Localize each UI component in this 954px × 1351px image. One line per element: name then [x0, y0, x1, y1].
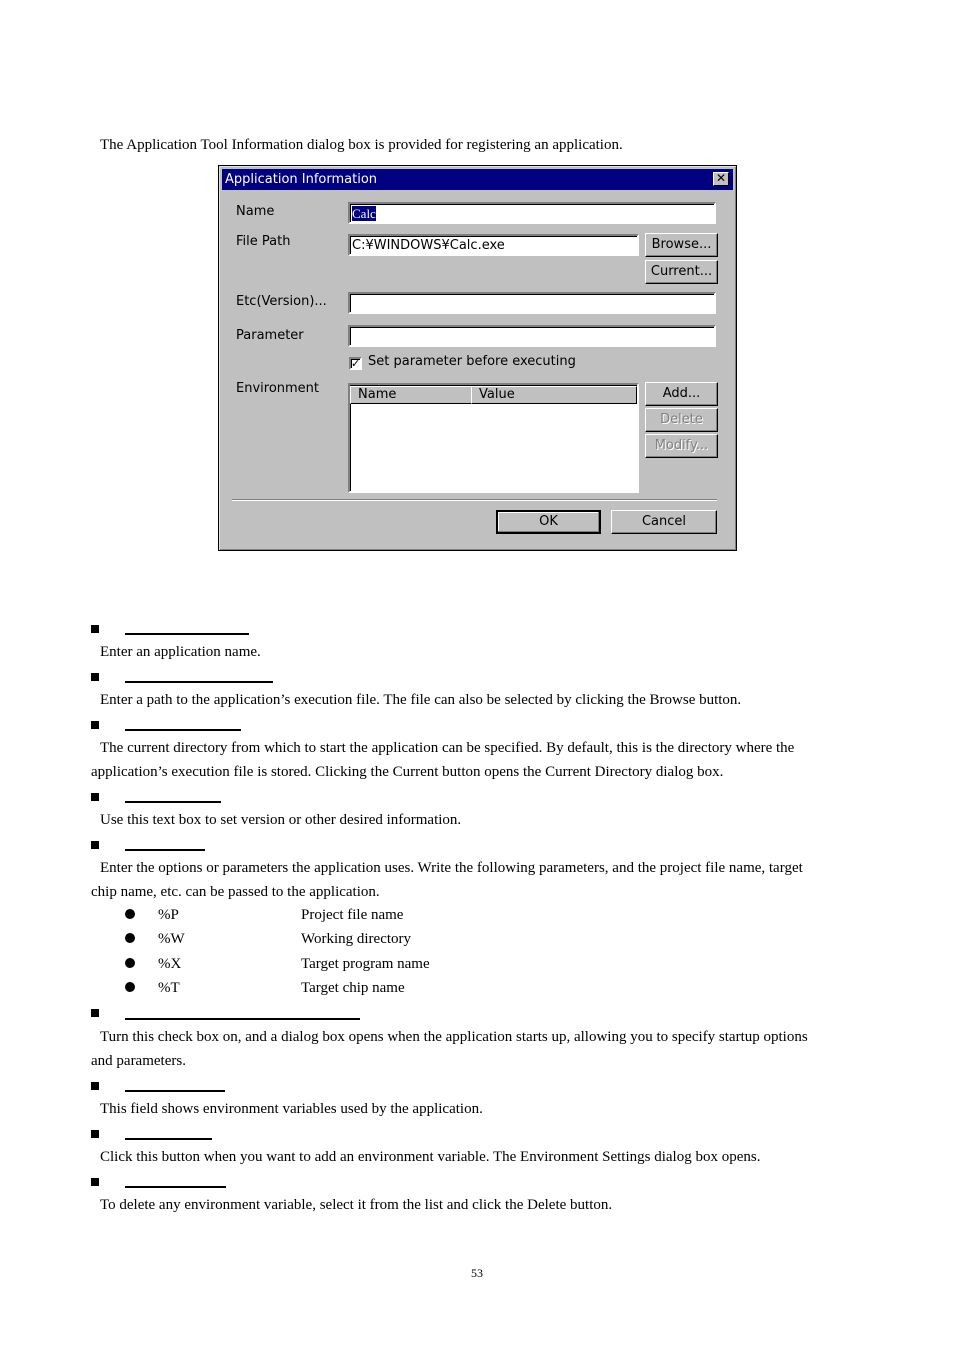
file-path-label: File Path [236, 234, 291, 249]
parameter-input[interactable] [348, 325, 716, 347]
section-heading-rule [125, 633, 249, 635]
section-heading-rule [125, 801, 221, 803]
param-code: %X [158, 956, 182, 972]
bullet-dot-icon [125, 982, 135, 992]
set-parameter-label: Set parameter before executing [368, 354, 576, 369]
section-text: Enter an application name. [100, 644, 261, 660]
bullet-square-icon [91, 1130, 99, 1138]
name-label: Name [236, 204, 275, 219]
section-text-line-2: chip name, etc. can be passed to the application. [91, 884, 380, 900]
bullet-square-icon [91, 1009, 99, 1017]
checkmark-icon: ✓ [351, 357, 361, 370]
current-button[interactable]: Current... [645, 260, 718, 284]
bullet-square-icon [91, 721, 99, 729]
column-header-value[interactable]: Value [471, 386, 637, 404]
section-heading-rule [125, 1186, 226, 1188]
param-code: %T [158, 980, 180, 996]
bullet-square-icon [91, 1178, 99, 1186]
bullet-square-icon [91, 625, 99, 633]
section-text-line-1: Turn this check box on, and a dialog box opens when the application starts up, allowing you to specify startup options [100, 1029, 808, 1045]
section-text: To delete any environment variable, select it from the list and click the Delete button. [100, 1197, 613, 1213]
dialog-title: Application Information [225, 172, 378, 187]
param-desc: Target chip name [301, 980, 405, 996]
environment-list[interactable] [348, 383, 639, 493]
section-text-line-1: Enter the options or parameters the application uses. Write the following parameters, and the project file name, target [100, 860, 803, 876]
etc-version-input[interactable] [348, 292, 716, 314]
intro-text: The Application Tool Information dialog box is provided for registering an application. [100, 137, 623, 153]
section-heading-rule [125, 729, 241, 731]
param-code: %P [158, 907, 179, 923]
section-heading-rule [125, 681, 273, 683]
browse-button[interactable]: Browse... [645, 233, 718, 257]
cancel-button[interactable]: Cancel [611, 510, 717, 534]
delete-button[interactable]: Delete [645, 408, 718, 432]
section-text: Click this button when you want to add an environment variable. The Environment Settings dialog box opens. [100, 1149, 761, 1165]
section-text-line-2: and parameters. [91, 1053, 186, 1069]
section-text-line-1: The current directory from which to start the application can be specified. By default, this is the directory where the [100, 740, 795, 756]
bullet-dot-icon [125, 933, 135, 943]
ok-button[interactable]: OK [496, 510, 601, 534]
bullet-square-icon [91, 673, 99, 681]
section-text: This field shows environment variables used by the application. [100, 1101, 483, 1117]
add-button[interactable]: Add... [645, 382, 718, 406]
bullet-square-icon [91, 793, 99, 801]
name-value: Calc [352, 206, 376, 221]
section-heading-rule [125, 1018, 360, 1020]
file-path-input[interactable]: C:¥WINDOWS¥Calc.exe [348, 234, 639, 256]
bullet-square-icon [91, 841, 99, 849]
bullet-dot-icon [125, 909, 135, 919]
section-text: Enter a path to the application’s execution file. The file can also be selected by clicking the Browse button. [100, 692, 742, 708]
etc-version-label: Etc(Version)... [236, 294, 327, 309]
environment-label: Environment [236, 381, 320, 396]
dialog-title-bar[interactable] [222, 169, 733, 190]
name-input[interactable] [348, 202, 716, 224]
bullet-square-icon [91, 1082, 99, 1090]
section-heading-rule [125, 849, 205, 851]
section-text-line-2: application’s execution file is stored. Clicking the Current button opens the Current Directory dialog box. [91, 764, 724, 780]
bullet-dot-icon [125, 958, 135, 968]
param-desc: Project file name [301, 907, 404, 923]
section-heading-rule [125, 1138, 212, 1140]
modify-button[interactable]: Modify... [645, 434, 718, 458]
param-code: %W [158, 931, 185, 947]
close-icon[interactable]: ✕ [713, 172, 729, 186]
param-desc: Target program name [301, 956, 430, 972]
page-number: 53 [471, 1266, 483, 1280]
column-header-name[interactable]: Name [350, 386, 472, 404]
dialog-separator [232, 499, 717, 501]
section-text: Use this text box to set version or other desired information. [100, 812, 462, 828]
section-heading-rule [125, 1090, 225, 1092]
param-desc: Working directory [301, 931, 412, 947]
set-parameter-checkbox[interactable] [349, 357, 362, 370]
parameter-label: Parameter [236, 328, 304, 343]
